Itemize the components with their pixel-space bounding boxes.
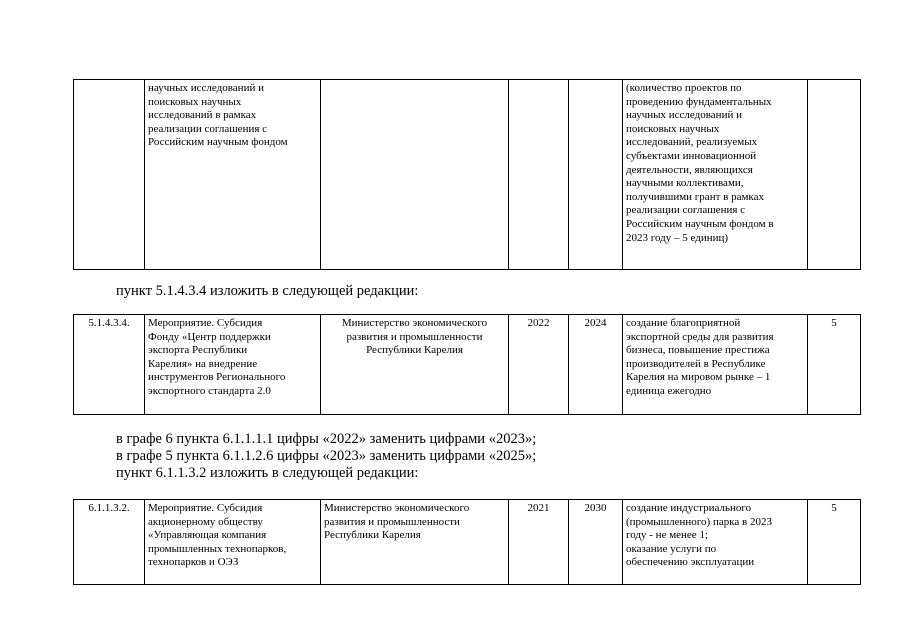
- table-row: [74, 80, 861, 270]
- cell-executor: Министерство экономического развития и промышленности Республики Карелия: [321, 315, 509, 415]
- cell-end-year: 2024: [569, 315, 623, 415]
- cell-end-year: 2030: [569, 500, 623, 585]
- paragraph-2: [116, 431, 536, 482]
- cell-start-year: 2021: [509, 500, 569, 585]
- cell-result: создание индустриального (промышленного) парка в 2023 году - не менее 1; оказание услуги по обеспечению эксплуатации: [623, 500, 808, 585]
- cell-result: (количество проектов по проведению фундаментальных научных исследований и поисковых научных исследований, реализуемых субъектами инновационной деятельности, являющихся научными коллективами, получившими грант в рамках реализации соглашения с Российским научным фондом в 2023 году – 5 единиц): [623, 80, 808, 270]
- paragraph-line: пункт 5.1.4.3.4 изложить в следующей редакции:: [116, 283, 419, 299]
- paragraph-line: в графе 5 пункта 6.1.1.2.6 цифры «2023» заменить цифрами «2025»;: [116, 448, 537, 464]
- table-middle: [73, 314, 861, 415]
- table-top: [73, 79, 861, 270]
- cell-start-year: [509, 80, 569, 270]
- cell-code: 5: [808, 500, 861, 585]
- cell-activity: Мероприятие. Субсидия акционерному обществу «Управляющая компания промышленных технопарков, технопарков и ОЭЗ: [145, 500, 321, 585]
- cell-start-year: 2022: [509, 315, 569, 415]
- table-bottom: [73, 499, 861, 585]
- paragraph-line: в графе 6 пункта 6.1.1.1.1 цифры «2022» заменить цифрами «2023»;: [116, 431, 537, 447]
- cell-number: [74, 80, 145, 270]
- cell-code: 5: [808, 315, 861, 415]
- cell-code: [808, 80, 861, 270]
- cell-executor: Министерство экономического развития и промышленности Республики Карелия: [321, 500, 509, 585]
- paragraph-1: [116, 283, 418, 300]
- cell-number: 6.1.1.3.2.: [74, 500, 145, 585]
- paragraph-line: пункт 6.1.1.3.2 изложить в следующей редакции:: [116, 465, 419, 481]
- table-row: [74, 500, 861, 585]
- cell-end-year: [569, 80, 623, 270]
- cell-result: создание благоприятной экспортной среды для развития бизнеса, повышение престижа производителей в Республике Карелия на мировом рынке – 1 единица ежегодно: [623, 315, 808, 415]
- table-row: [74, 315, 861, 415]
- cell-number: 5.1.4.3.4.: [74, 315, 145, 415]
- cell-executor: [321, 80, 509, 270]
- cell-activity: Мероприятие. Субсидия Фонду «Центр поддержки экспорта Республики Карелия» на внедрение инструментов Регионального экспортного стандарта 2.0: [145, 315, 321, 415]
- cell-activity: научных исследований и поисковых научных исследований в рамках реализации соглашения с Российским научным фондом: [145, 80, 321, 270]
